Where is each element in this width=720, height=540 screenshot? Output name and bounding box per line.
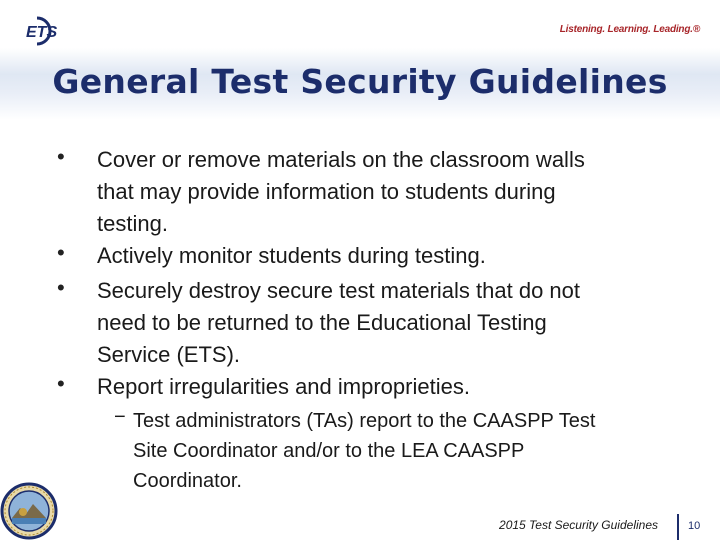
california-state-seal-icon <box>0 482 58 540</box>
slide-title: General Test Security Guidelines <box>52 62 668 101</box>
sub-bullet-marker: − <box>114 406 126 428</box>
bullet-marker: • <box>57 144 65 169</box>
bullet-line: Actively monitor students during testing. <box>97 243 486 268</box>
bullet-line: need to be returned to the Educational Testing <box>97 310 547 335</box>
bullet-marker: • <box>57 371 65 396</box>
tagline: Listening. Learning. Leading.® <box>559 24 700 35</box>
page-number: 10 <box>688 520 701 532</box>
bullet-line: that may provide information to students during <box>97 179 556 204</box>
ets-logo-icon <box>20 16 66 46</box>
bullet-line: Report irregularities and improprieties. <box>97 374 470 399</box>
bullet-text <box>97 240 697 272</box>
logo-text: ETS <box>26 24 58 41</box>
sub-bullet-line: Site Coordinator and/or to the LEA CAASPP <box>133 440 525 462</box>
bullet-marker: • <box>57 240 65 265</box>
bullet-line: testing. <box>97 211 168 236</box>
sub-bullet-line: Test administrators (TAs) report to the CAASPP Test <box>133 410 596 432</box>
bullet-line: Securely destroy secure test materials that do not <box>97 278 581 303</box>
bullet-text <box>97 144 697 240</box>
bullet-line: Service (ETS). <box>97 342 241 367</box>
footer-divider <box>677 514 679 540</box>
footer-text: 2015 Test Security Guidelines <box>499 518 658 532</box>
sub-bullet-line: Coordinator. <box>133 470 242 492</box>
bullet-marker: • <box>57 275 65 300</box>
bullet-line: Cover or remove materials on the classroom walls <box>97 147 585 172</box>
header-band <box>0 0 720 120</box>
bullet-text <box>97 275 697 371</box>
sub-bullet-text <box>133 406 703 496</box>
bullet-text <box>97 371 697 403</box>
